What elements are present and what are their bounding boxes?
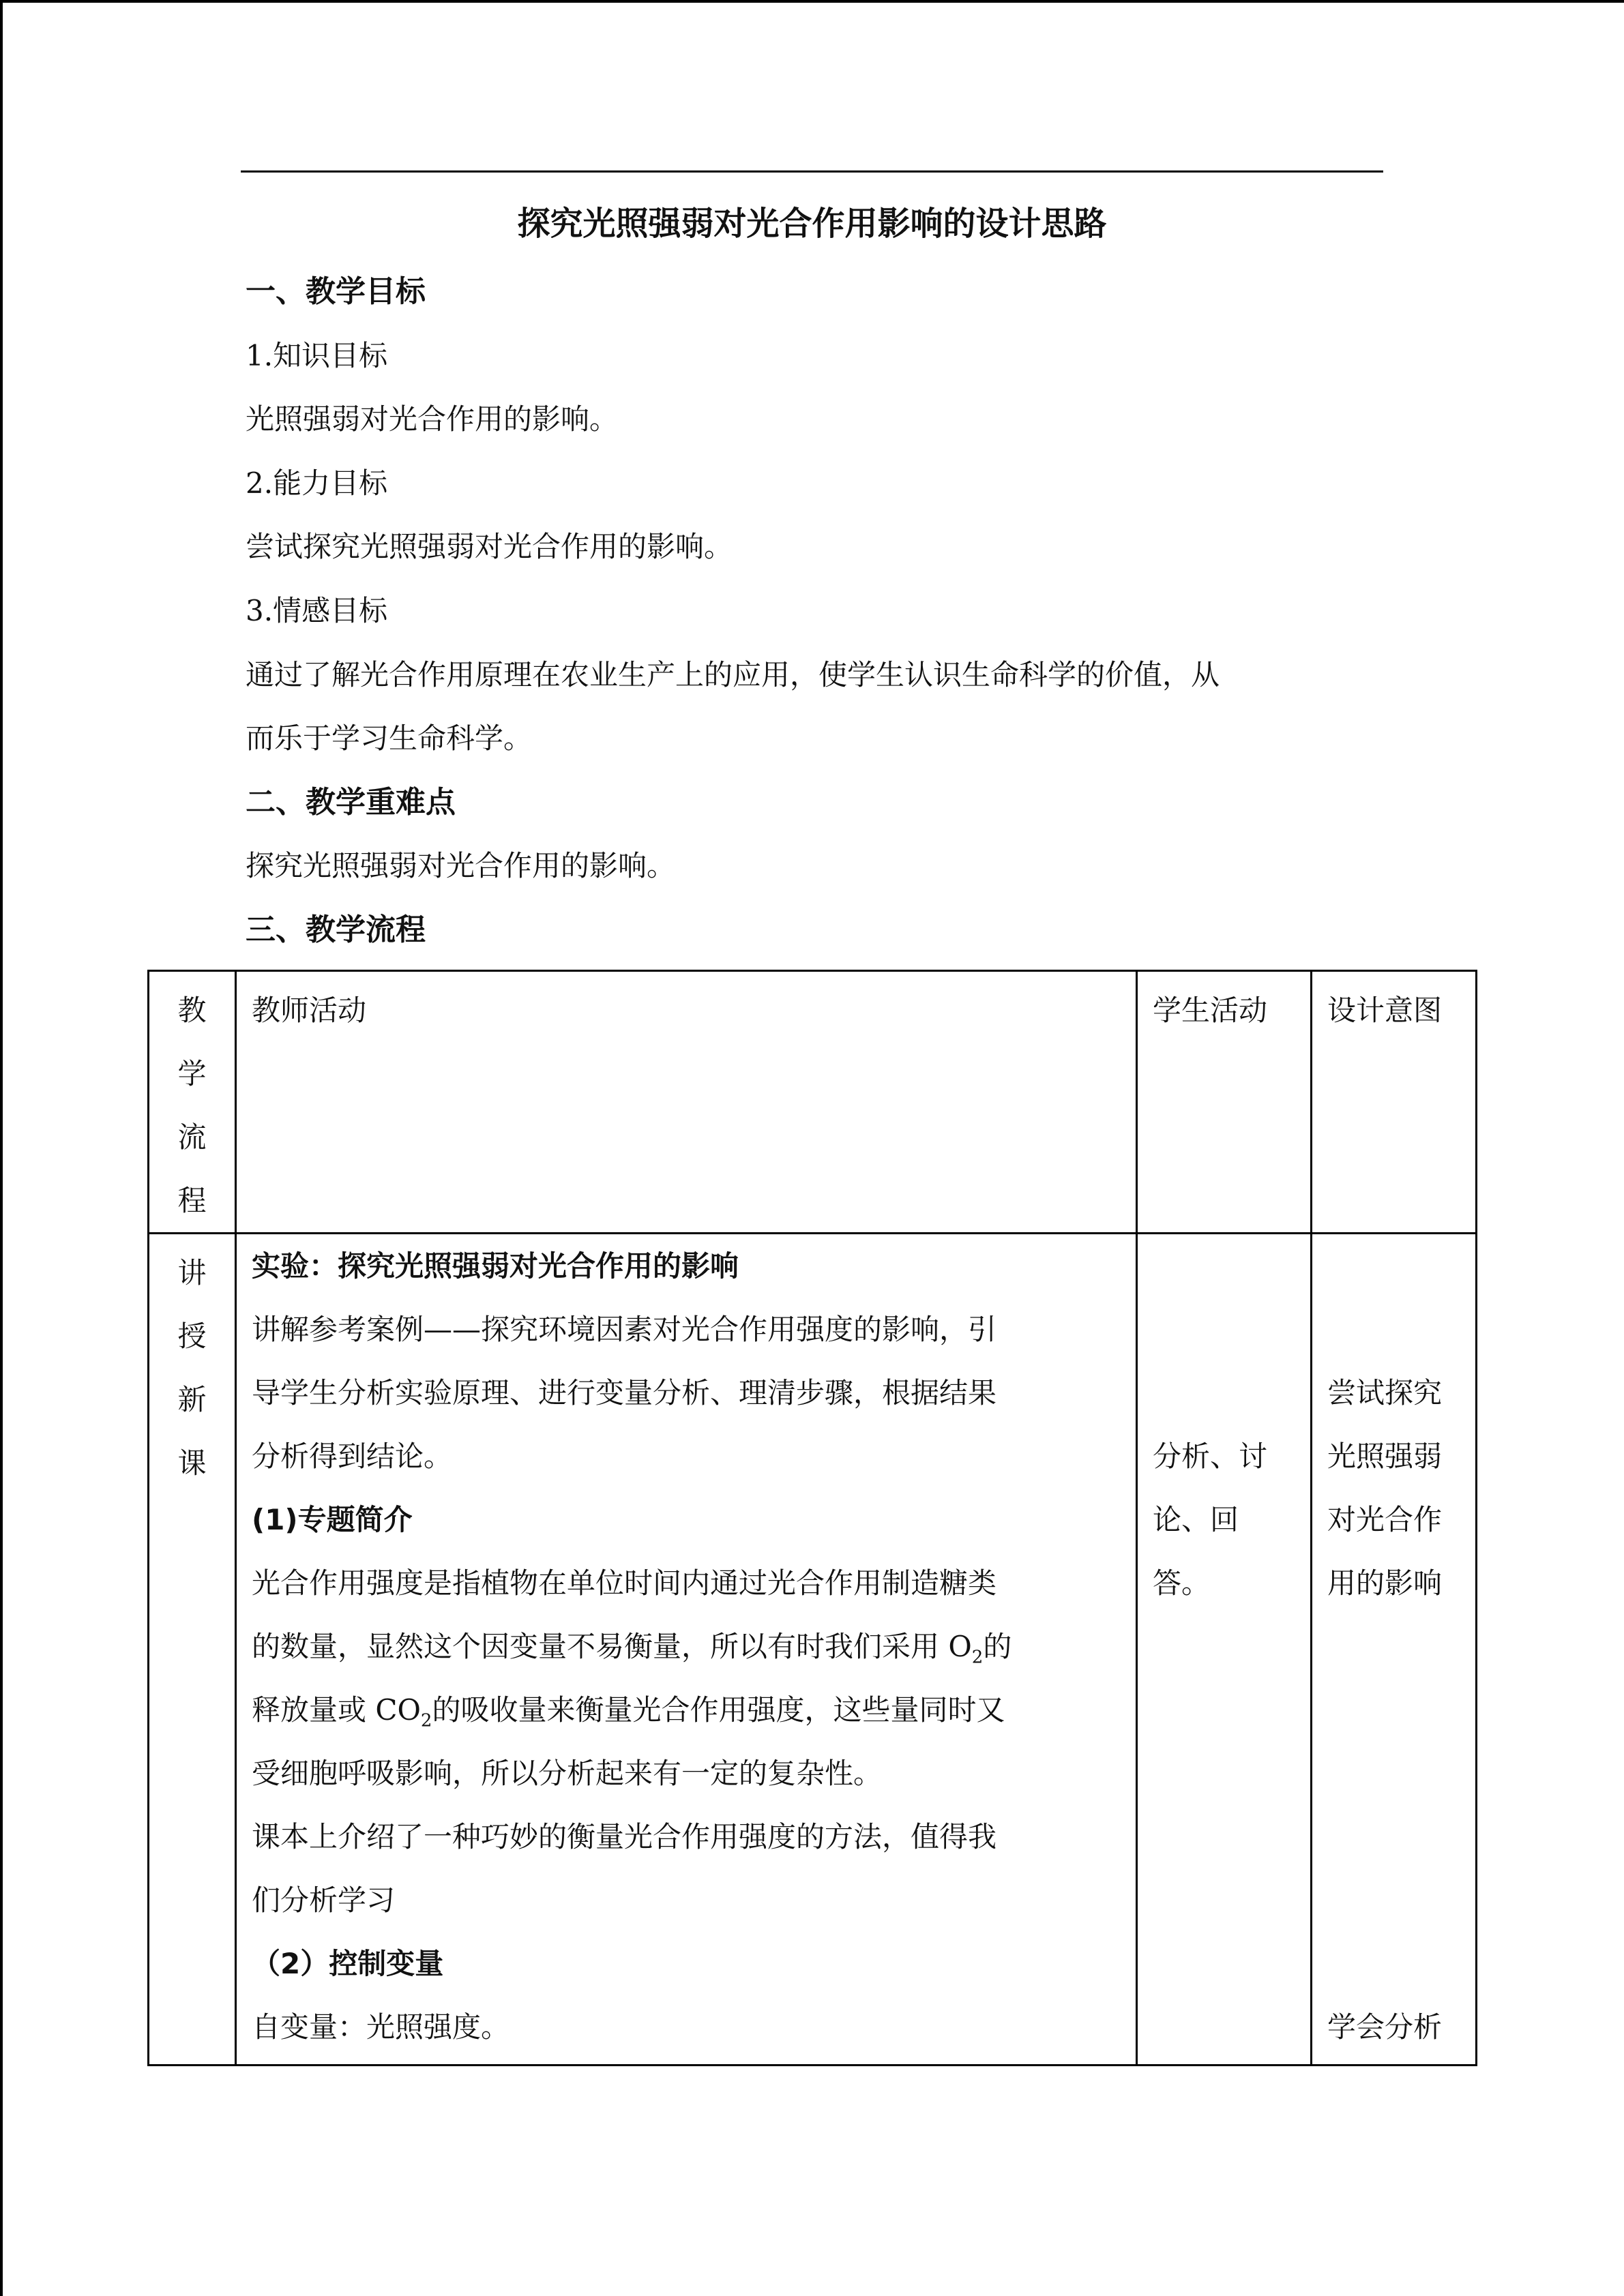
header-flow-char: 程 — [177, 1184, 207, 1217]
lesson-text-line: 自变量：光照强度。 — [252, 2010, 510, 2044]
lesson-text-line: 们分析学习 — [252, 1883, 396, 1917]
lecture-stage-cell — [149, 1234, 236, 2066]
header-flow-char: 学 — [177, 1057, 207, 1090]
page-border-left — [0, 0, 3, 2296]
lesson-text-line-co2 — [252, 1678, 1121, 1742]
topic-intro-heading: (1)专题简介 — [252, 1503, 413, 1536]
student-activity-cell — [1137, 1234, 1312, 2066]
header-flow-char: 教 — [177, 994, 207, 1027]
header-flow-char: 流 — [177, 1120, 207, 1154]
student-activity-line: 分析、讨 — [1153, 1440, 1268, 1473]
lesson-text-line: 导学生分析实验原理、进行变量分析、理清步骤，根据结果 — [252, 1376, 997, 1410]
ability-objective-label: 2.能力目标 — [246, 466, 388, 500]
knowledge-objective-label: 1.知识目标 — [246, 339, 388, 372]
design-intent-line: 用的影响 — [1327, 1566, 1443, 1600]
subscript: 2 — [971, 1647, 984, 1668]
design-intent-line: 尝试探究 — [1327, 1376, 1443, 1410]
emotion-objective-text-line2: 而乐于学习生命科学。 — [246, 721, 533, 755]
lesson-text-segment: 的吸收量来衡量光合作用强度，这些量同时又 — [432, 1693, 1005, 1727]
experiment-title: 实验：探究光照强弱对光合作用的影响 — [252, 1249, 739, 1283]
stage-char: 授 — [177, 1320, 207, 1353]
lesson-text-line-o2 — [252, 1615, 1121, 1678]
student-activity-line: 论、回 — [1153, 1503, 1239, 1536]
table-row-lecture — [149, 1234, 1477, 2066]
teacher-activity-cell — [236, 1234, 1137, 2066]
table-header-row — [149, 971, 1477, 1234]
section-heading-objectives: 一、教学目标 — [246, 274, 426, 309]
header-cell-flow — [149, 971, 236, 1234]
header-cell-design — [1312, 971, 1477, 1234]
header-rule — [241, 170, 1383, 173]
lesson-text-line: 受细胞呼吸影响，所以分析起来有一定的复杂性。 — [252, 1757, 883, 1790]
emotion-objective-text-line1: 通过了解光合作用原理在农业生产上的应用，使学生认识生命科学的价值，从 — [246, 658, 1220, 691]
student-activity-line: 答。 — [1153, 1566, 1211, 1600]
stage-char: 讲 — [177, 1256, 207, 1289]
lesson-text-line: 课本上介绍了一种巧妙的衡量光合作用强度的方法，值得我 — [252, 1820, 997, 1853]
design-intent-line: 对光合作 — [1327, 1503, 1443, 1536]
section-heading-teaching-flow: 三、教学流程 — [246, 912, 426, 947]
key-points-text: 探究光照强弱对光合作用的影响。 — [246, 849, 676, 882]
design-intent-line: 光照强弱 — [1327, 1440, 1443, 1473]
lesson-text-segment: 释放量或 CO — [252, 1693, 421, 1727]
header-design-intent: 设计意图 — [1327, 994, 1443, 1027]
stage-char: 新 — [177, 1383, 207, 1416]
stage-char: 课 — [177, 1446, 207, 1480]
design-intent-line: 学会分析 — [1327, 2010, 1443, 2044]
ability-objective-text: 尝试探究光照强弱对光合作用的影响。 — [246, 530, 733, 563]
header-teacher-activity: 教师活动 — [252, 994, 367, 1027]
header-cell-student — [1137, 971, 1312, 1234]
lesson-text-segment: 的数量，显然这个因变量不易衡量，所以有时我们采用 O — [252, 1630, 972, 1663]
design-intent-cell — [1312, 1234, 1477, 2066]
lesson-text-line: 讲解参考案例——探究环境因素对光合作用强度的影响，引 — [252, 1313, 997, 1346]
control-variables-heading: （2）控制变量 — [252, 1947, 444, 1980]
knowledge-objective-text: 光照强弱对光合作用的影响。 — [246, 402, 619, 436]
teaching-flow-table — [147, 970, 1477, 2066]
emotion-objective-label: 3.情感目标 — [246, 594, 388, 627]
page-border-top — [0, 0, 1624, 3]
header-student-activity: 学生活动 — [1153, 994, 1268, 1027]
subscript: 2 — [420, 1710, 432, 1731]
section-heading-key-points: 二、教学重难点 — [246, 785, 456, 820]
lesson-text-line: 光合作用强度是指植物在单位时间内通过光合作用制造糖类 — [252, 1566, 997, 1600]
lesson-text-line: 分析得到结论。 — [252, 1440, 453, 1473]
header-cell-teacher — [236, 971, 1137, 1234]
lesson-text-segment: 的 — [983, 1630, 1012, 1663]
document-title: 探究光照强弱对光合作用影响的设计思路 — [517, 205, 1107, 243]
